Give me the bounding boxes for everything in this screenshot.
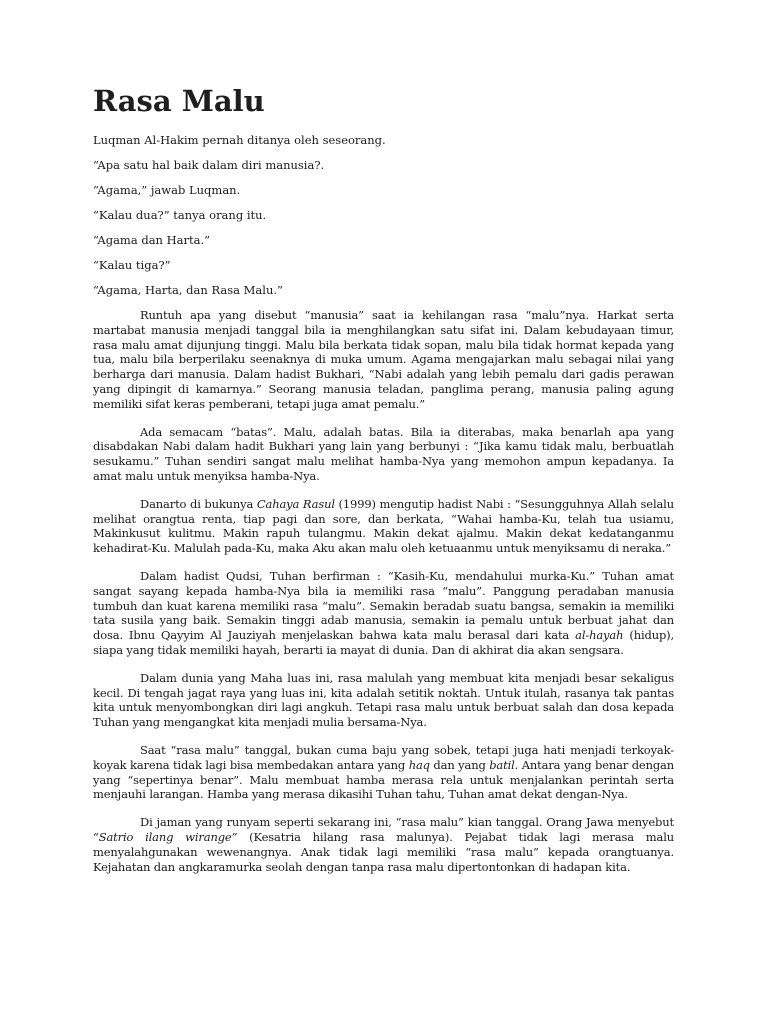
dialogue-line-6: “Kalau tiga?” — [93, 258, 171, 272]
paragraph-4-text-c: (hidup), siapa yang tidak memiliki hayah, berarti ia mayat di dunia. Dan di akhirat dia akan sengsara. — [93, 628, 675, 657]
page-title: Rasa Malu — [93, 84, 265, 118]
dialogue-line-7: “Agama, Harta, dan Rasa Malu.” — [93, 283, 283, 297]
document-page — [93, 82, 674, 887]
term-italic-al-hayah: al-hayah — [575, 628, 624, 643]
paragraph-7 — [93, 815, 674, 874]
term-italic-haq: haq — [408, 757, 430, 772]
paragraph-6 — [93, 743, 674, 802]
dialogue-line-4: “Kalau dua?” tanya orang itu. — [93, 208, 267, 222]
term-italic-satrio: “Satrio ilang wirange” — [93, 829, 238, 844]
dialogue-line-1: Luqman Al-Hakim pernah ditanya oleh seseorang. — [93, 133, 386, 147]
paragraph-7-text-c: (Kesatria hilang rasa malunya). Pejabat tidak lagi merasa malu menyalahgunakan wewenangnya. Anak tidak lagi memiliki “rasa malu” kepada orangtuanya. Kejahatan dan angkaramurka seolah dengan tanpa rasa malu dipertontonkan di hadapan kita. — [93, 829, 675, 874]
paragraph-3 — [93, 497, 674, 556]
paragraph-3-text-c: (1999) mengutip hadist Nabi : “Sesungguhnya Allah selalu melihat orangtua renta, tiap pagi dan sore, dan berkata, “Wahai hamba-Ku, telah tua usiamu, Makinkusut kulitmu. Makin rapuh tulangmu. Makin dekat ajalmu. Makin dekat kedatanganmu kehadirat-Ku. Malulah pada-Ku, maka Aku akan malu oleh ketuaanmu untuk menyiksamu di neraka.” — [93, 496, 674, 556]
paragraph-5: Dalam dunia yang Maha luas ini, rasa malulah yang membuat kita menjadi besar sekaligus kecil. Di tengah jagat raya yang luas ini, kita adalah setitik noktah. Untuk itulah, rasanya tak pantas kita untuk menyombongkan diri lagi angkuh. Tetapi rasa malu untuk berbuat salah dan dosa kepada Tuhan yang mengangkat kita menjadi mulia bersama-Nya. — [93, 670, 674, 730]
dialogue-line-5: “Agama dan Harta.” — [93, 233, 211, 247]
paragraph-2: Ada semacam “batas”. Malu, adalah batas. Bila ia diterabas, maka benarlah apa yang disabdakan Nabi dalam hadit Bukhari yang lain yang berbunyi : “Jika kamu tidak malu, berbuatlah sesukamu.” Tuhan sendiri sangat malu melihat hamba-Nya yang memohon ampun kepadanya. Ia amat malu untuk menyiksa hamba-Nya. — [93, 424, 674, 483]
paragraph-6-text-a: Saat “rasa malu” tanggal, bukan cuma baju yang sobek, tetapi juga hati menjadi terkoyak-koyak karena tidak lagi bisa membedakan antara yang — [93, 742, 674, 772]
dialogue-line-3: “Agama,” jawab Luqman. — [93, 183, 241, 197]
paragraph-3-text-a: Danarto di bukunya — [140, 496, 257, 511]
paragraph-6-text-c: dan yang — [429, 757, 490, 772]
paragraph-1: Runtuh apa yang disebut “manusia” saat ia kehilangan rasa “malu”nya. Harkat serta martabat manusia menjadi tanggal bila ia menghilangkan satu sifat ini. Dalam kebudayaan timur, rasa malu amat dijunjung tinggi. Malu bila berkata tidak sopan, malu bila tidak hormat kepada yang tua, malu bila berperilaku seenaknya di muka umum. Agama mengajarkan malu sebagai nilai yang berharga dari manusia. Dalam hadist Bukhari, “Nabi adalah yang lebih pemalu dari gadis perawan yang dipingit di kamarnya.” Seorang manusia teladan, panglima perang, manusia paling agung memiliki sifat keras pemberani, tetapi juga amat pemalu.” — [93, 308, 674, 411]
paragraph-7-text-a: Di jaman yang runyam seperti sekarang ini, “rasa malu” kian tanggal. Orang Jawa menyebut — [140, 815, 674, 830]
paragraph-4-text-a: Dalam hadist Qudsi, Tuhan berfirman : “Kasih-Ku, mendahului murka-Ku.” Tuhan amat sangat sayang kepada hamba-Nya bila ia memiliki rasa “malu”. Panggung peradaban manusia tumbuh dan kuat karena memiliki rasa “malu”. Semakin beradab suatu bangsa, semakin ia memiliki tata susila yang baik. Semakin tinggi adab manusia, semakin ia pemalu untuk berbuat jahat dan dosa. Ibnu Qayyim Al Jauziyah menjelaskan bahwa kata malu berasal dari kata — [93, 568, 674, 643]
term-italic-batil: batil — [489, 757, 515, 772]
book-title-italic: Cahaya Rasul — [256, 496, 335, 511]
dialogue-line-2: “Apa satu hal baik dalam diri manusia?. — [93, 158, 325, 172]
paragraph-6-text-e: . Antara yang benar dengan yang “sepertinya benar”. Malu membuat hamba merasa rela untuk menjalankan perintah serta menjauhi larangan. Hamba yang merasa dikasihi Tuhan tahu, Tuhan amat dekat dengan-Nya. — [93, 757, 675, 802]
paragraph-4 — [93, 569, 674, 658]
